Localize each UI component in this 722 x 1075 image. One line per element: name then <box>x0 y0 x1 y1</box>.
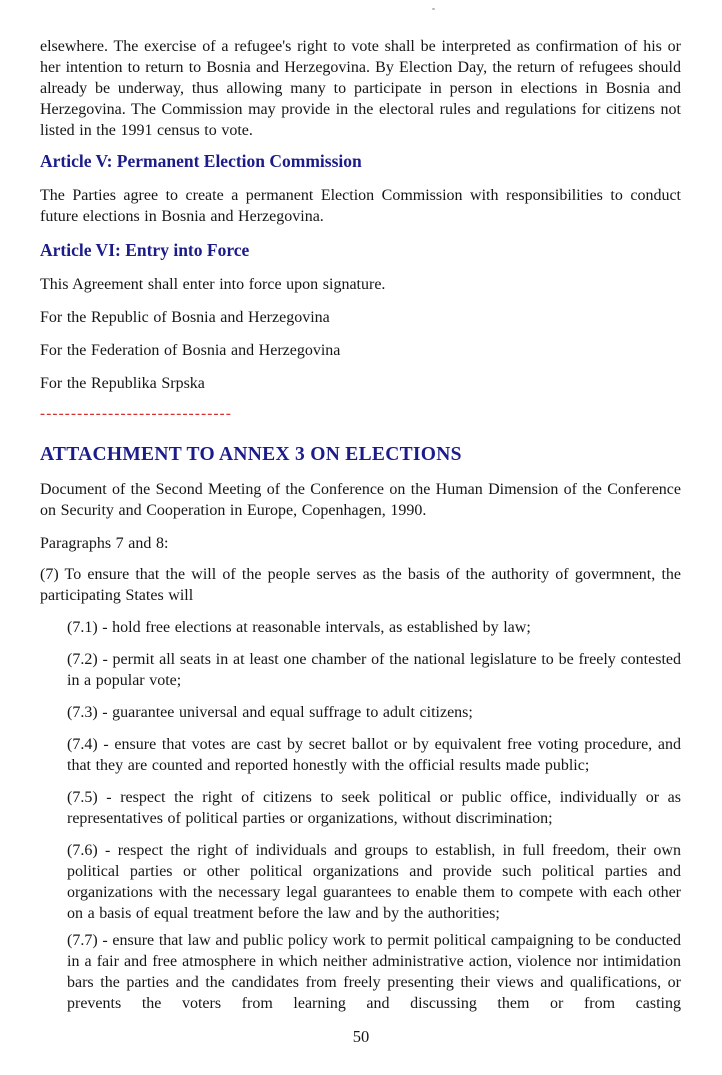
list-item-7-3: (7.3) - guarantee universal and equal suffrage to adult citizens; <box>67 704 473 721</box>
heading-article-v: Article V: Permanent Election Commission <box>40 151 362 171</box>
scan-artifact-dot <box>432 8 435 10</box>
list-item-7-1: (7.1) - hold free elections at reasonable intervals, as established by law; <box>67 619 531 636</box>
line-signature-federation-bih: For the Federation of Bosnia and Herzegovina <box>40 342 341 359</box>
list-item-7-4: (7.4) - ensure that votes are cast by secret ballot or by equivalent free voting procedure, and that they are counted and reported honestly with the official results made public; <box>67 736 681 774</box>
heading-attachment-annex-3: ATTACHMENT TO ANNEX 3 ON ELECTIONS <box>40 444 462 465</box>
list-item-7-7: (7.7) - ensure that law and public policy work to permit political campaigning to be conducted in a fair and free atmosphere in which neither administrative action, violence nor intimidation bars the parties and the candidates from freely presenting their views and qualifications, or prevents the voters from learning and discussing them or from casting <box>67 932 681 1012</box>
page-number: 50 <box>352 1027 370 1046</box>
paragraph-article-v-body: The Parties agree to create a permanent Election Commission with responsibilities to conduct future elections in Bosnia and Herzegovina. <box>40 187 681 225</box>
heading-article-vi: Article VI: Entry into Force <box>40 240 250 260</box>
line-signature-republic-bih: For the Republic of Bosnia and Herzegovina <box>40 309 330 326</box>
line-entry-into-force: This Agreement shall enter into force upon signature. <box>40 276 386 293</box>
paragraph-refugee-vote: elsewhere. The exercise of a refugee's right to vote shall be interpreted as confirmation of his or her intention to return to Bosnia and Herzegovina. By Election Day, the return of refugees should already be underway, thus allowing many to participate in person in elections in Bosnia and Herzegovina. The Commission may provide in the electoral rules and regulations for citizens not listed in the 1991 census to vote. <box>40 38 681 139</box>
line-signature-republika-srpska: For the Republika Srpska <box>40 375 205 392</box>
red-dashed-separator: ------------------------------- <box>40 406 233 422</box>
line-paragraphs-7-and-8: Paragraphs 7 and 8: <box>40 535 169 552</box>
list-item-7-5: (7.5) - respect the right of citizens to seek political or public office, individually or as representatives of political parties or organizations, without discrimination; <box>67 789 681 827</box>
list-item-7-6: (7.6) - respect the right of individuals and groups to establish, in full freedom, their own political parties or other political organizations and provide such political parties and organizations with the necessary legal guarantees to enable them to compete with each other on a basis of equal treatment before the law and by the authorities; <box>67 842 681 922</box>
list-item-7-2: (7.2) - permit all seats in at least one chamber of the national legislature to be freely contested in a popular vote; <box>67 651 681 689</box>
paragraph-attachment-intro: Document of the Second Meeting of the Conference on the Human Dimension of the Conference on Security and Cooperation in Europe, Copenhagen, 1990. <box>40 481 681 519</box>
paragraph-7-intro: (7) To ensure that the will of the people serves as the basis of the authority of govermnent, the participating States will <box>40 566 681 604</box>
